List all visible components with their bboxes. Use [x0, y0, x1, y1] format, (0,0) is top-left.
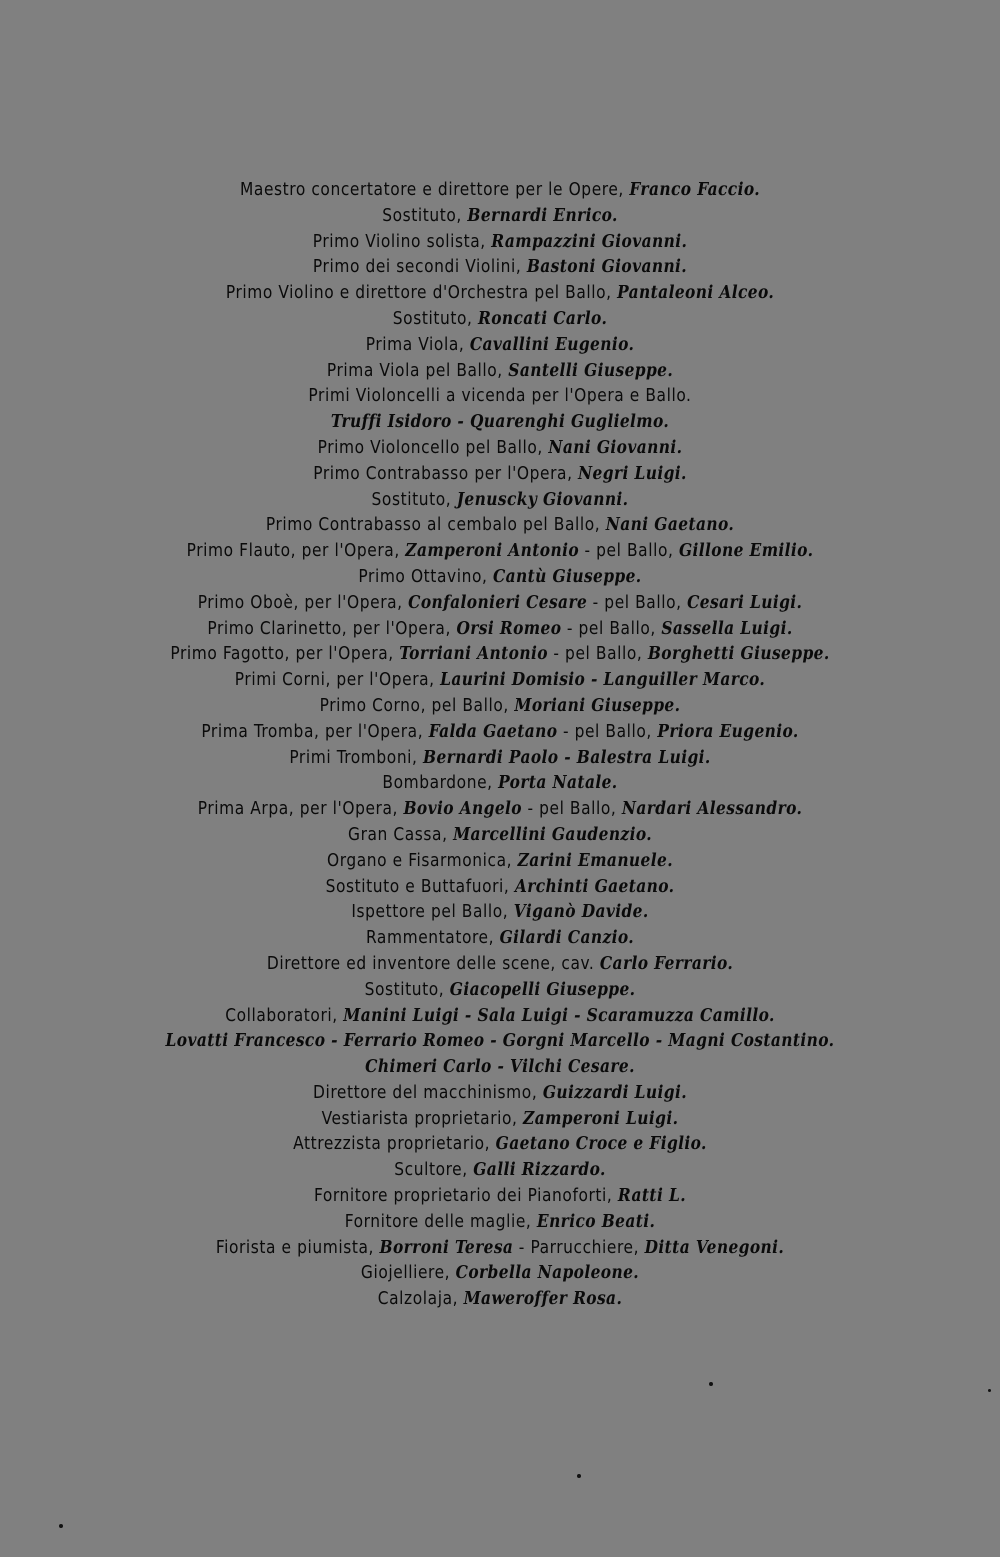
person-name: Rampazzini Giovanni.	[491, 231, 688, 252]
person-name: Zamperoni Luigi.	[523, 1108, 679, 1129]
credit-line	[10, 281, 990, 307]
person-name: Moriani Giuseppe.	[514, 695, 681, 716]
person-name: Zarini Emanuele.	[517, 850, 673, 871]
role-text: Collaboratori,	[225, 1005, 344, 1026]
role-text: - pel Ballo,	[557, 721, 658, 742]
person-name: Gilardi Canzio.	[499, 928, 635, 949]
role-text: Primi Tromboni,	[289, 747, 424, 768]
person-name: Zamperoni Antonio	[405, 541, 580, 562]
person-name: Enrico Beati.	[536, 1211, 656, 1232]
person-name: Gaetano Croce e Figlio.	[495, 1134, 707, 1155]
role-text: Sostituto e Buttafuori,	[325, 876, 515, 897]
person-name: Torriani Antonio	[399, 644, 548, 665]
credit-line	[10, 617, 990, 643]
person-name: Negri Luigi.	[578, 463, 687, 484]
role-text: Scultore,	[394, 1160, 474, 1181]
credit-line	[10, 1029, 990, 1055]
credit-line	[10, 591, 990, 617]
credit-line	[10, 1210, 990, 1236]
person-name: Cesari Luigi.	[687, 592, 803, 613]
role-text: Giojelliere,	[360, 1263, 456, 1284]
role-text: Fornitore proprietario dei Pianoforti,	[314, 1186, 618, 1207]
ink-speck	[709, 1382, 713, 1386]
person-name: Franco Faccio.	[629, 180, 760, 200]
person-name: Giacopelli Giuseppe.	[449, 979, 636, 1000]
credit-line	[10, 926, 990, 952]
credit-line	[10, 1158, 990, 1184]
person-name: Archinti Gaetano.	[514, 876, 675, 897]
person-name: Cantù Giuseppe.	[492, 566, 642, 587]
credit-line	[10, 1287, 990, 1313]
person-name: Sassella Luigi.	[661, 618, 793, 639]
credit-line	[10, 539, 990, 565]
role-text: Fornitore delle maglie,	[344, 1211, 537, 1232]
role-text: Bombardone,	[382, 773, 499, 794]
person-name: Truffi Isidoro - Quarenghi Guglielmo.	[330, 412, 670, 433]
role-text: Prima Tromba, per l'Opera,	[201, 721, 429, 742]
credit-line	[10, 1261, 990, 1287]
credit-line	[10, 410, 990, 436]
role-text: Prima Viola,	[365, 334, 470, 355]
person-name: Nani Giovanni.	[548, 437, 683, 458]
credit-line	[10, 462, 990, 488]
credits-list	[0, 178, 1000, 1313]
credit-line	[10, 488, 990, 514]
person-name: Bovio Angelo	[403, 799, 522, 820]
credit-line	[10, 900, 990, 926]
person-name: Maweroffer Rosa.	[463, 1289, 623, 1310]
role-text: Vestiarista proprietario,	[321, 1108, 524, 1129]
role-text: - pel Ballo,	[587, 592, 688, 613]
role-text: Prima Viola pel Ballo,	[326, 360, 509, 381]
credit-line	[10, 436, 990, 462]
person-name: Laurini Domisio - Languiller Marco.	[440, 670, 766, 691]
role-text: Sostituto,	[382, 205, 468, 226]
role-text: Organo e Fisarmonica,	[326, 850, 518, 871]
person-name: Roncati Carlo.	[477, 308, 608, 329]
role-text: Primi Violoncelli a vicenda per l'Opera e Ballo.	[308, 386, 692, 407]
role-text: - pel Ballo,	[561, 618, 662, 639]
role-text: Direttore del macchinismo,	[313, 1082, 543, 1103]
credit-line	[10, 178, 990, 204]
credit-line	[10, 746, 990, 772]
credit-line	[10, 1184, 990, 1210]
credit-line	[10, 823, 990, 849]
person-name: Borroni Teresa	[379, 1237, 514, 1258]
credit-line	[10, 1004, 990, 1030]
credits-page	[0, 178, 1000, 1313]
role-text: - pel Ballo,	[579, 541, 679, 562]
person-name: Marcellini Gaudenzio.	[453, 824, 652, 845]
person-name: Ratti L.	[617, 1186, 686, 1207]
person-name: Priora Eugenio.	[657, 721, 799, 742]
role-text: Primo Violino e direttore d'Orchestra pel Ballo,	[225, 283, 618, 304]
person-name: Santelli Giuseppe.	[508, 360, 674, 381]
role-text: Primo Ottavino,	[358, 566, 493, 587]
credit-line	[10, 952, 990, 978]
role-text: Calzolaja,	[377, 1289, 464, 1310]
role-text: Ispettore pel Ballo,	[351, 902, 514, 923]
credit-line	[10, 875, 990, 901]
credit-line	[10, 797, 990, 823]
person-name: Manini Luigi - Sala Luigi - Scaramuzza Camillo.	[343, 1005, 775, 1026]
role-text: Primo Contrabasso per l'Opera,	[313, 463, 579, 484]
person-name: Orsi Romeo	[456, 618, 562, 639]
credit-line	[10, 642, 990, 668]
person-name: Jenuscky Giovanni.	[456, 489, 629, 510]
role-text: Fiorista e piumista,	[215, 1237, 380, 1258]
credit-line	[10, 1236, 990, 1262]
role-text: Maestro concertatore e direttore per le Opere,	[240, 180, 630, 200]
ink-speck	[577, 1474, 581, 1478]
role-text: Primo Violoncello pel Ballo,	[317, 437, 549, 458]
credit-line	[10, 849, 990, 875]
credit-line	[10, 255, 990, 281]
credit-line	[10, 720, 990, 746]
role-text: Primi Corni, per l'Opera,	[234, 670, 441, 691]
person-name: Corbella Napoleone.	[455, 1263, 640, 1284]
person-name: Viganò Davide.	[513, 902, 649, 923]
role-text: Attrezzista proprietario,	[293, 1134, 496, 1155]
ink-speck	[59, 1524, 63, 1528]
person-name: Nani Gaetano.	[605, 515, 735, 536]
role-text: Rammentatore,	[365, 928, 500, 949]
person-name: Porta Natale.	[498, 773, 618, 794]
role-text: Sostituto,	[371, 489, 457, 510]
credit-line	[10, 978, 990, 1004]
credit-line	[10, 204, 990, 230]
credit-line	[10, 1081, 990, 1107]
role-text: Primo Contrabasso al cembalo pel Ballo,	[265, 515, 606, 536]
person-name: Chimeri Carlo - Vilchi Cesare.	[365, 1057, 635, 1078]
person-name: Ditta Venegoni.	[644, 1237, 785, 1258]
credit-line	[10, 1107, 990, 1133]
role-text: - pel Ballo,	[547, 644, 648, 665]
role-text: Direttore ed inventore delle scene, cav.	[266, 953, 600, 974]
role-text: Primo Fagotto, per l'Opera,	[170, 644, 400, 665]
credit-line	[10, 771, 990, 797]
person-name: Cavallini Eugenio.	[469, 334, 635, 355]
role-text: Primo Violino solista,	[312, 231, 492, 252]
role-text: Sostituto,	[364, 979, 450, 1000]
role-text: Sostituto,	[392, 308, 478, 329]
credit-line	[10, 359, 990, 385]
credit-line	[10, 694, 990, 720]
person-name: Lovatti Francesco - Ferrario Romeo - Gorgni Marcello - Magni Costantino.	[165, 1031, 835, 1052]
ink-speck	[988, 1389, 991, 1392]
person-name: Confalonieri Cesare	[408, 592, 588, 613]
credit-line	[10, 333, 990, 359]
role-text: Primo Oboè, per l'Opera,	[197, 592, 409, 613]
person-name: Borghetti Giuseppe.	[647, 644, 830, 665]
person-name: Bernardi Enrico.	[467, 205, 618, 226]
person-name: Carlo Ferrario.	[599, 953, 734, 974]
person-name: Bernardi Paolo - Balestra Luigi.	[423, 747, 711, 768]
role-text: - Parrucchiere,	[513, 1237, 645, 1258]
role-text: Primo Clarinetto, per l'Opera,	[207, 618, 457, 639]
role-text: - pel Ballo,	[521, 799, 622, 820]
credit-line	[10, 384, 990, 410]
credit-line	[10, 513, 990, 539]
person-name: Guizzardi Luigi.	[542, 1082, 687, 1103]
credit-line	[10, 668, 990, 694]
credit-line	[10, 1132, 990, 1158]
person-name: Bastoni Giovanni.	[526, 257, 688, 278]
person-name: Galli Rizzardo.	[473, 1160, 606, 1181]
person-name: Gillone Emilio.	[678, 541, 814, 562]
person-name: Nardari Alessandro.	[621, 799, 803, 820]
credit-line	[10, 565, 990, 591]
credit-line	[10, 1055, 990, 1081]
role-text: Primo Corno, pel Ballo,	[319, 695, 515, 716]
role-text: Primo dei secondi Violini,	[312, 257, 527, 278]
role-text: Primo Flauto, per l'Opera,	[186, 541, 406, 562]
person-name: Falda Gaetano	[428, 721, 558, 742]
role-text: Prima Arpa, per l'Opera,	[197, 799, 404, 820]
credit-line	[10, 230, 990, 256]
person-name: Pantaleoni Alceo.	[617, 283, 775, 304]
credit-line	[10, 307, 990, 333]
role-text: Gran Cassa,	[348, 824, 454, 845]
